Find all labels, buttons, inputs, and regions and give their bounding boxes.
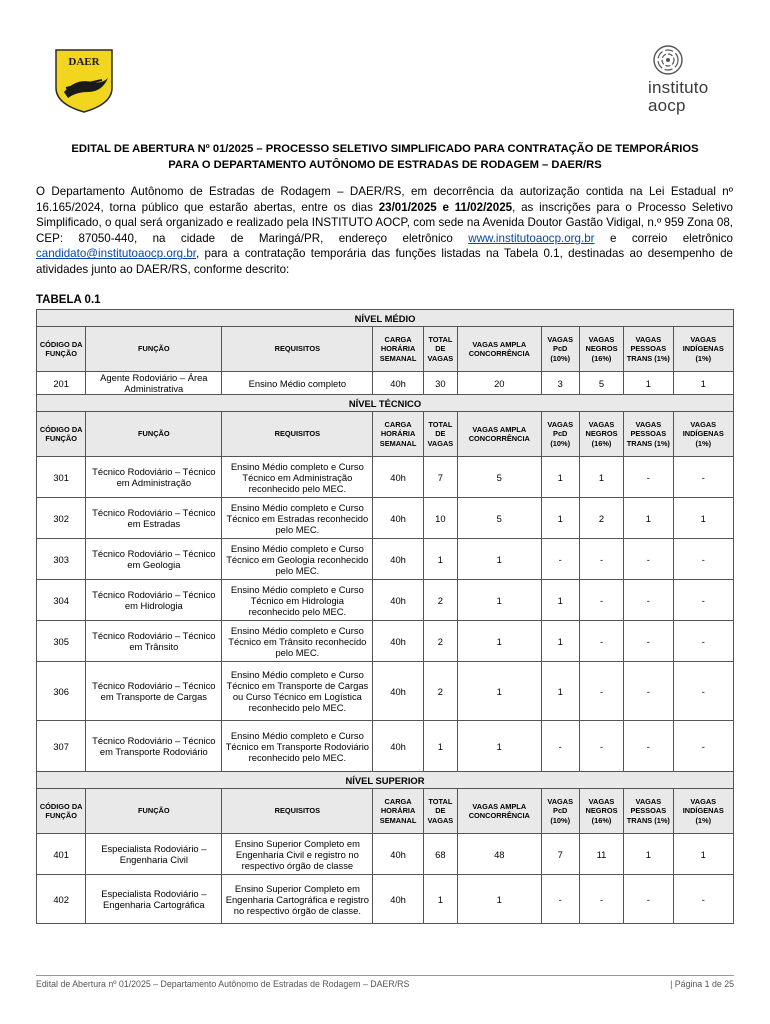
cell-pcd: - (541, 721, 579, 772)
cell-carga: 40h (373, 621, 423, 662)
cell-requisitos: Ensino Médio completo e Curso Técnico em Geologia reconhecido pelo MEC. (222, 539, 373, 580)
cell-funcao: Técnico Rodoviário – Técnico em Trânsito (86, 621, 222, 662)
cell-requisitos: Ensino Superior Completo em Engenharia Civil e registro no respectivo órgão de classe (222, 834, 373, 875)
cell-pcd: 1 (541, 457, 579, 498)
cell-ampla: 1 (457, 662, 541, 721)
cell-requisitos: Ensino Médio completo e Curso Técnico em Administração reconhecido pelo MEC. (222, 457, 373, 498)
email-link[interactable]: candidato@institutoaocp.org.br (36, 247, 197, 261)
cell-requisitos: Ensino Médio completo e Curso Técnico em Estradas reconhecido pelo MEC. (222, 498, 373, 539)
header-carga: CARGA HORÁRIA SEMANAL (373, 789, 423, 834)
daer-logo-text: DAER (68, 56, 100, 68)
cell-ampla: 1 (457, 721, 541, 772)
cell-funcao: Agente Rodoviário – Área Administrativa (86, 372, 222, 395)
header-indigenas: VAGAS INDÍGENAS (1%) (673, 327, 734, 372)
intro-text-1: O Departamento Autônomo de Estradas de Rodagem – DAER/RS, em decorrência da autorização contida na Lei Estadual nº 16.165/2024, torna público que estarão abertas, entre os dias (36, 185, 733, 214)
level-heading: NÍVEL SUPERIOR (37, 772, 734, 789)
cell-funcao: Técnico Rodoviário – Técnico em Geologia (86, 539, 222, 580)
vacancies-table (36, 309, 734, 924)
cell-ampla: 20 (457, 372, 541, 395)
cell-pcd: 1 (541, 621, 579, 662)
cell-indigenas: - (673, 580, 734, 621)
cell-pcd: 1 (541, 662, 579, 721)
header-ampla: VAGAS AMPLA CONCORRÊNCIA (457, 789, 541, 834)
cell-indigenas: - (673, 539, 734, 580)
cell-negros: 2 (579, 498, 623, 539)
cell-requisitos: Ensino Médio completo e Curso Técnico em Transporte Rodoviário reconhecido pelo MEC. (222, 721, 373, 772)
cell-negros: - (579, 539, 623, 580)
cell-pcd: 3 (541, 372, 579, 395)
logo-text-aocp: aocp (648, 96, 686, 115)
footer-text: Edital de Abertura nº 01/2025 – Departamento Autônomo de Estradas de Rodagem – DAER/RS (36, 979, 410, 989)
header-negros: VAGAS NEGROS (16%) (579, 412, 623, 457)
cell-codigo: 402 (37, 875, 86, 924)
cell-trans: - (624, 457, 673, 498)
level-row (37, 395, 734, 412)
cell-indigenas: - (673, 457, 734, 498)
cell-total: 2 (423, 662, 457, 721)
title-line-2: PARA O DEPARTAMENTO AUTÔNOMO DE ESTRADAS DE RODAGEM – DAER/RS (168, 159, 602, 171)
header-codigo: CÓDIGO DA FUNÇÃO (37, 789, 86, 834)
cell-carga: 40h (373, 580, 423, 621)
cell-trans: - (624, 662, 673, 721)
header-funcao: FUNÇÃO (86, 327, 222, 372)
cell-funcao: Técnico Rodoviário – Técnico em Estradas (86, 498, 222, 539)
table-label: TABELA 0.1 (36, 294, 101, 306)
cell-total: 68 (423, 834, 457, 875)
cell-ampla: 1 (457, 621, 541, 662)
cell-negros: - (579, 721, 623, 772)
table-row (37, 372, 734, 395)
header-ampla: VAGAS AMPLA CONCORRÊNCIA (457, 412, 541, 457)
table-row (37, 875, 734, 924)
cell-negros: - (579, 662, 623, 721)
cell-codigo: 306 (37, 662, 86, 721)
cell-pcd: 7 (541, 834, 579, 875)
cell-trans: - (624, 580, 673, 621)
header-trans: VAGAS PESSOAS TRANS (1%) (624, 327, 673, 372)
cell-codigo: 201 (37, 372, 86, 395)
cell-trans: - (624, 539, 673, 580)
cell-trans: 1 (624, 498, 673, 539)
cell-carga: 40h (373, 372, 423, 395)
cell-funcao: Especialista Rodoviário – Engenharia Civil (86, 834, 222, 875)
cell-codigo: 303 (37, 539, 86, 580)
cell-indigenas: 1 (673, 498, 734, 539)
footer-divider (36, 975, 734, 976)
cell-requisitos: Ensino Médio completo e Curso Técnico em Trânsito reconhecido pelo MEC. (222, 621, 373, 662)
cell-carga: 40h (373, 539, 423, 580)
cell-indigenas: - (673, 875, 734, 924)
cell-total: 2 (423, 621, 457, 662)
header-codigo: CÓDIGO DA FUNÇÃO (37, 412, 86, 457)
document-title (36, 141, 734, 173)
cell-codigo: 302 (37, 498, 86, 539)
cell-trans: 1 (624, 372, 673, 395)
cell-negros: - (579, 621, 623, 662)
cell-ampla: 5 (457, 498, 541, 539)
intro-text-3: e correio eletrônico (594, 231, 733, 245)
cell-indigenas: - (673, 721, 734, 772)
cell-funcao: Técnico Rodoviário – Técnico em Transporte de Cargas (86, 662, 222, 721)
level-heading: NÍVEL TÉCNICO (37, 395, 734, 412)
header-requisitos: REQUISITOS (222, 412, 373, 457)
header-total: TOTAL DE VAGAS (423, 412, 457, 457)
cell-ampla: 1 (457, 539, 541, 580)
logo-text-instituto: instituto (648, 78, 709, 97)
cell-codigo: 304 (37, 580, 86, 621)
cell-carga: 40h (373, 662, 423, 721)
header-requisitos: REQUISITOS (222, 327, 373, 372)
cell-ampla: 1 (457, 580, 541, 621)
intro-text-4: , para a contratação temporária das funções listadas na Tabela 0.1, destinadas ao desempenho de atividades junto ao DAER/RS, conforme descrito: (36, 247, 733, 276)
header-row (37, 327, 734, 372)
cell-pcd: 1 (541, 580, 579, 621)
cell-codigo: 301 (37, 457, 86, 498)
cell-negros: 5 (579, 372, 623, 395)
table-row (37, 457, 734, 498)
instituto-aocp-logo (648, 44, 732, 118)
header-indigenas: VAGAS INDÍGENAS (1%) (673, 789, 734, 834)
cell-pcd: 1 (541, 498, 579, 539)
cell-pcd: - (541, 539, 579, 580)
level-row (37, 310, 734, 327)
cell-requisitos: Ensino Médio completo e Curso Técnico em Transporte de Cargas ou Curso Técnico em Logística reconhecido pelo MEC. (222, 662, 373, 721)
header-indigenas: VAGAS INDÍGENAS (1%) (673, 412, 734, 457)
cell-trans: - (624, 621, 673, 662)
intro-text-2: , as inscrições para o Processo Seletivo Simplificado, o qual será organizado e realizado pela INSTITUTO AOCP, com sede na Avenida Doutor Gastão Vidigal, n.º 959 Zona 08, CEP: 87050-440, na cidade de Maringá/PR, endereço eletrônico (36, 200, 733, 245)
cell-trans: - (624, 721, 673, 772)
header-funcao: FUNÇÃO (86, 412, 222, 457)
table-row (37, 721, 734, 772)
cell-codigo: 307 (37, 721, 86, 772)
header-carga: CARGA HORÁRIA SEMANAL (373, 412, 423, 457)
table-row (37, 539, 734, 580)
cell-funcao: Técnico Rodoviário – Técnico em Transporte Rodoviário (86, 721, 222, 772)
cell-negros: 11 (579, 834, 623, 875)
cell-total: 30 (423, 372, 457, 395)
cell-funcao: Técnico Rodoviário – Técnico em Administração (86, 457, 222, 498)
cell-funcao: Técnico Rodoviário – Técnico em Hidrologia (86, 580, 222, 621)
cell-indigenas: 1 (673, 834, 734, 875)
table-row (37, 498, 734, 539)
cell-pcd: - (541, 875, 579, 924)
cell-total: 1 (423, 721, 457, 772)
header-row (37, 789, 734, 834)
cell-total: 1 (423, 539, 457, 580)
header-negros: VAGAS NEGROS (16%) (579, 327, 623, 372)
cell-total: 10 (423, 498, 457, 539)
level-heading: NÍVEL MÉDIO (37, 310, 734, 327)
cell-negros: - (579, 580, 623, 621)
intro-paragraph (36, 184, 733, 278)
cell-codigo: 305 (37, 621, 86, 662)
header-pcd: VAGAS PcD (10%) (541, 327, 579, 372)
cell-trans: - (624, 875, 673, 924)
cell-negros: - (579, 875, 623, 924)
header-row (37, 412, 734, 457)
cell-negros: 1 (579, 457, 623, 498)
cell-total: 7 (423, 457, 457, 498)
cell-indigenas: 1 (673, 372, 734, 395)
header-codigo: CÓDIGO DA FUNÇÃO (37, 327, 86, 372)
header-total: TOTAL DE VAGAS (423, 789, 457, 834)
cell-ampla: 48 (457, 834, 541, 875)
cell-ampla: 1 (457, 875, 541, 924)
intro-dates: 23/01/2025 e 11/02/2025 (378, 200, 513, 214)
header-funcao: FUNÇÃO (86, 789, 222, 834)
cell-codigo: 401 (37, 834, 86, 875)
header-trans: VAGAS PESSOAS TRANS (1%) (624, 789, 673, 834)
title-line-1: EDITAL DE ABERTURA Nº 01/2025 – PROCESSO SELETIVO SIMPLIFICADO PARA CONTRATAÇÃO DE TEMPORÁRIOS (71, 143, 699, 155)
header-requisitos: REQUISITOS (222, 789, 373, 834)
cell-requisitos: Ensino Médio completo e Curso Técnico em Hidrologia reconhecido pelo MEC. (222, 580, 373, 621)
cell-trans: 1 (624, 834, 673, 875)
cell-carga: 40h (373, 457, 423, 498)
page-number: | Página 1 de 25 (670, 979, 734, 989)
table-row (37, 580, 734, 621)
cell-indigenas: - (673, 621, 734, 662)
cell-ampla: 5 (457, 457, 541, 498)
cell-total: 2 (423, 580, 457, 621)
header-total: TOTAL DE VAGAS (423, 327, 457, 372)
table-row (37, 662, 734, 721)
cell-requisitos: Ensino Médio completo (222, 372, 373, 395)
fingerprint-icon (652, 44, 684, 76)
level-row (37, 772, 734, 789)
table-row (37, 834, 734, 875)
header-negros: VAGAS NEGROS (16%) (579, 789, 623, 834)
cell-funcao: Especialista Rodoviário – Engenharia Cartográfica (86, 875, 222, 924)
header-pcd: VAGAS PcD (10%) (541, 412, 579, 457)
website-link[interactable]: www.institutoaocp.org.br (468, 231, 595, 245)
cell-indigenas: - (673, 662, 734, 721)
cell-carga: 40h (373, 875, 423, 924)
header-ampla: VAGAS AMPLA CONCORRÊNCIA (457, 327, 541, 372)
cell-carga: 40h (373, 498, 423, 539)
cell-carga: 40h (373, 834, 423, 875)
table-row (37, 621, 734, 662)
header-carga: CARGA HORÁRIA SEMANAL (373, 327, 423, 372)
daer-logo (52, 48, 116, 114)
header-trans: VAGAS PESSOAS TRANS (1%) (624, 412, 673, 457)
cell-carga: 40h (373, 721, 423, 772)
cell-requisitos: Ensino Superior Completo em Engenharia Cartográfica e registro no respectivo órgão de classe. (222, 875, 373, 924)
header-pcd: VAGAS PcD (10%) (541, 789, 579, 834)
cell-total: 1 (423, 875, 457, 924)
